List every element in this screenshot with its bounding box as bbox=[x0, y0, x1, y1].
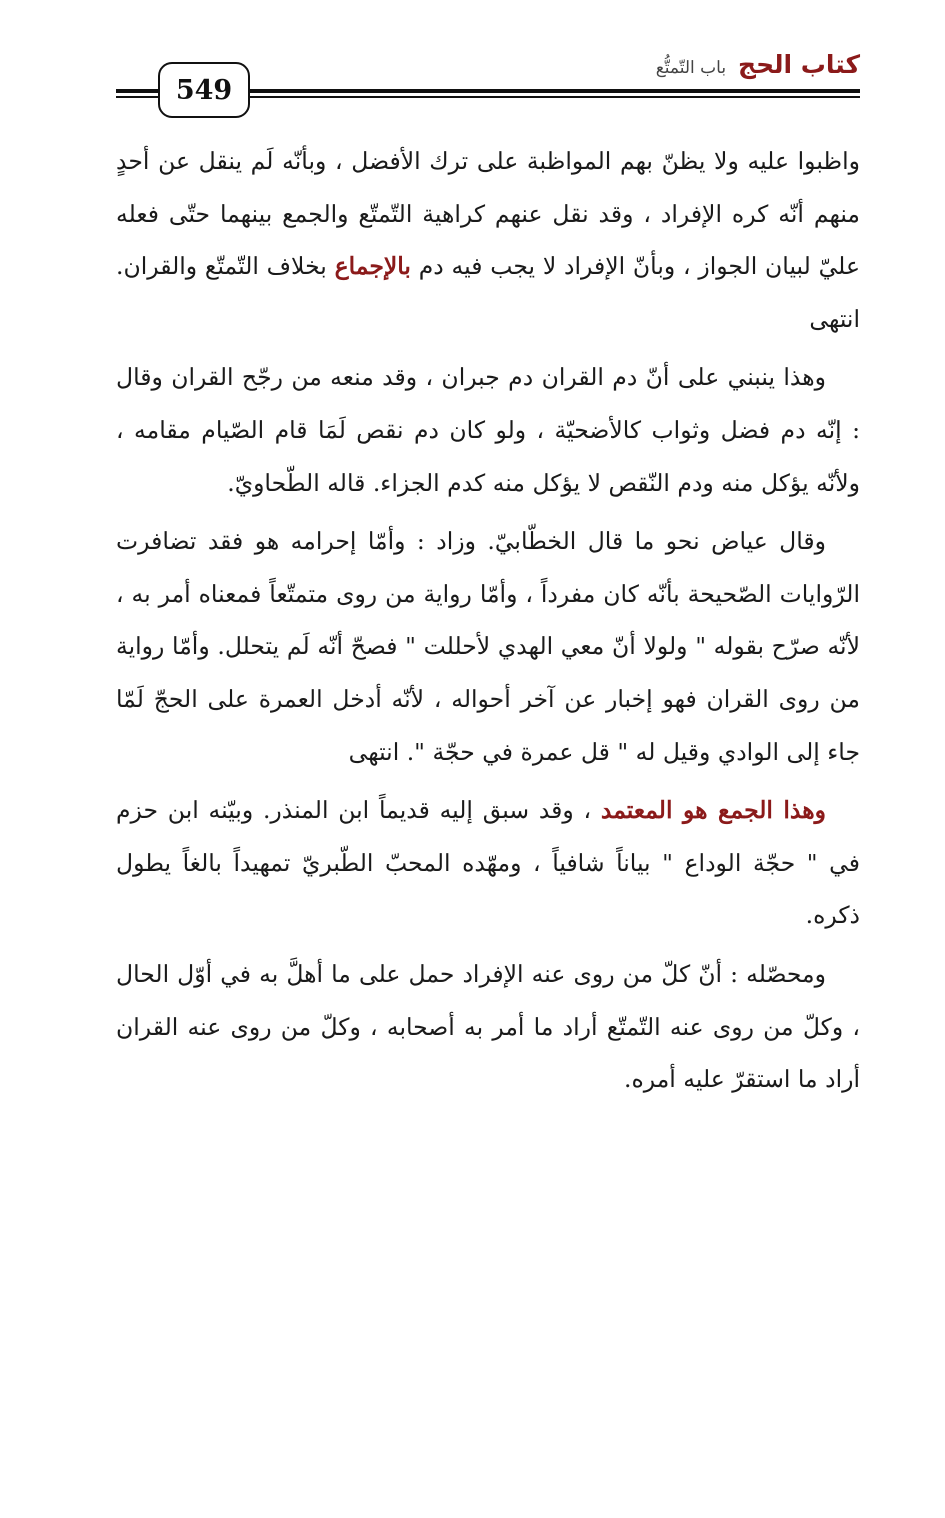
paragraph bbox=[116, 351, 860, 509]
chapter-title: باب التّمتُّع bbox=[655, 58, 727, 78]
highlight-phrase: وهذا الجمع هو المعتمد bbox=[600, 796, 827, 825]
book-title: كتاب الحج bbox=[738, 50, 860, 79]
paragraph bbox=[116, 515, 860, 778]
text-segment: ، وقد سبق إليه قديماً ابن المنذر. وبيّنه ابن حزم في " حجّة الوداع " بياناً شافياً ، ومهّده المحبّ الطّبريّ تمهيداً بالغاً يطول ذكره. bbox=[116, 796, 860, 930]
paragraph bbox=[116, 948, 860, 1106]
paragraph bbox=[116, 135, 860, 345]
page-header bbox=[0, 0, 945, 130]
running-head bbox=[656, 50, 860, 79]
text-segment: وهذا ينبني على أنّ دم القران دم جبران ، وقد منعه من رجّح القران وقال : إنّه دم فضل وثواب كالأضحيّة ، ولو كان دم نقص لَمَا قام الصّيام مقامه ، ولأنّه يؤكل منه ودم النّقص لا يؤكل منه كدم الجزاء. قاله الطّحاويّ. bbox=[116, 363, 860, 497]
page-number-badge bbox=[158, 62, 250, 118]
paragraph bbox=[116, 784, 860, 942]
text-segment: بخلاف التّمتّع والقران. انتهى bbox=[116, 252, 860, 333]
text-segment: وقال عياض نحو ما قال الخطّابيّ. وزاد : وأمّا إحرامه هو فقد تضافرت الرّوايات الصّحيحة بأنّه كان مفرداً ، وأمّا رواية من روى متمتّعاً فمعناه أمر به ، لأنّه صرّح بقوله " ولولا أنّ معي الهدي لأحللت " فصحّ أنّه لَم يتحلل. وأمّا رواية من روى القران فهو إخبار عن آخر أحواله ، لأنّه أدخل العمرة على الحجّ لَمّا جاء إلى الوادي وقيل له " قل عمرة في حجّة ". انتهى bbox=[116, 527, 860, 766]
text-segment: واظبوا عليه ولا يظنّ بهم المواظبة على ترك الأفضل ، وبأنّه لَم ينقل عن أحدٍ منهم أنّه كره الإفراد ، وقد نقل عنهم كراهية التّمتّع والجمع بينهما حتّى فعله عليّ لبيان الجواز ، وبأنّ الإفراد لا يجب فيه دم bbox=[116, 147, 860, 281]
page-number: 549 bbox=[175, 74, 233, 106]
highlight-phrase: بالإجماع bbox=[334, 252, 411, 281]
body-text bbox=[116, 135, 860, 1106]
text-segment: ومحصّله : أنّ كلّ من روى عنه الإفراد حمل على ما أهلَّ به في أوّل الحال ، وكلّ من روى عنه التّمتّع أراد ما أمر به أصحابه ، وكلّ من روى عنه القران أراد ما استقرّ عليه أمره. bbox=[116, 959, 860, 1094]
